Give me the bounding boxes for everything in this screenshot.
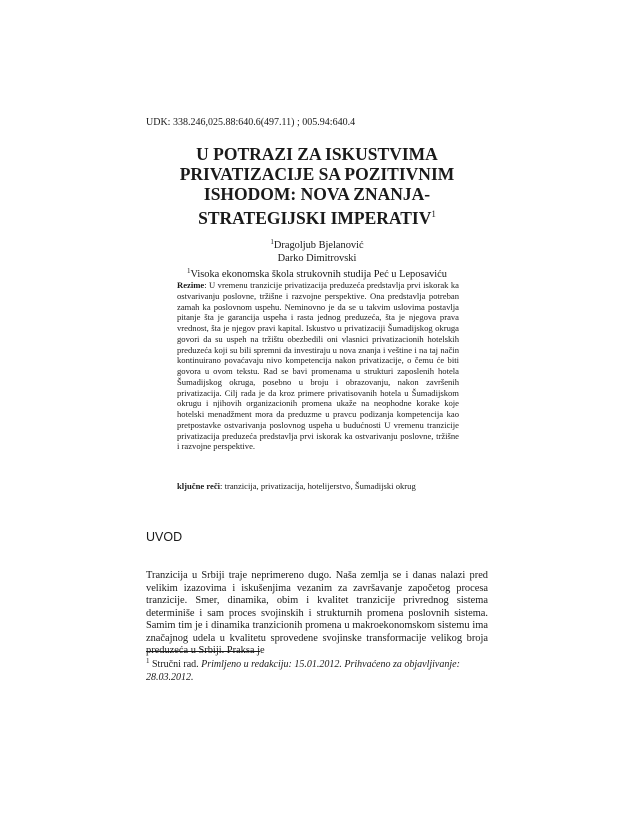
- footnote-lead: Stručni rad.: [149, 659, 202, 670]
- keywords: [177, 481, 459, 492]
- udk-classification: UDK: 338.246,025.88:640.6(497.11) ; 005.94:640.4: [146, 117, 356, 128]
- footnote-dates: Primljeno u redakciju: 15.01.2012. Prihvaćeno za objavljivanje: 28.03.2012.: [146, 659, 460, 683]
- author-1-name: Dragoljub Bjelanović: [273, 240, 364, 251]
- paper-title: [142, 144, 492, 228]
- abstract-label: Rezime: [177, 280, 205, 290]
- affiliation-mark: 1: [186, 267, 191, 275]
- footnote-mark: 1: [146, 657, 150, 665]
- author-1: [142, 236, 492, 253]
- abstract: [177, 280, 459, 452]
- title-footnote-mark: 1: [431, 209, 436, 219]
- abstract-text: : U vremenu tranzicije privatizacija preduzeća predstavlja prvi iskorak ka ostvarivanju poslovne, tržišne i razvojne perspektive. Ona predstavlja potreban zamah ka poslovnom uspehu. Neminovno je da se u takvim uslovima postavlja pitanje šta je garancija uspeha i rasta jednog preduzeća, šta je njegova prava vrednost, šta je njegov pravi kapital. Iskustvo u privatizaciji Šumadijskog okruga govori da su uspeh na tržištu obezbedili oni vlasnici privatizacionih hotelskih preduzeća koji su bili spremni da investiraju u nova znanja i veštine i na taj način kontinuirano povaćavaju nivo kompetencija nakon privatizacije, o čemu će biti govora u ovom tekstu. Rad se bavi promenama u strukturi zaposlenih hotela Šumadijskog okruga, posebno u broju i obrazovanju, nakon završenih privatizacija. Cilj rada je da kroz primere privatisovanih hotela u Šumadijskom okrugu i njihovih organizacionih promena ukaže na neophodne korake koje hotelski menadžment mora da preduzme u pravcu podizanja kompetencija kao pretpostavke ostvarivanja poslovnog uspeha u budućnosti U vremenu tranzicije privatizacija preduzeća predstavlja prvi iskorak ka ostvarivanju poslovne, tržišne i razvojne perspektive.: [177, 280, 459, 452]
- footnote: [146, 655, 488, 684]
- paper-title-text: U POTRAZI ZA ISKUSTVIMA PRIVATIZACIJE SA POZITIVNIM ISHODOM: NOVA ZNANJA-STRATEGIJSKI IMPERATIV: [179, 144, 455, 228]
- author-2: Darko Dimitrovski: [277, 252, 357, 264]
- section-heading: UVOD: [146, 530, 183, 544]
- authors-block: [142, 236, 492, 282]
- affiliation-text: Visoka ekonomska škola strukovnih studija Peć u Leposaviću: [190, 269, 447, 280]
- keywords-text: : tranzicija, privatizacija, hotelijerstvo, Šumadijski okrug: [220, 481, 416, 491]
- author-1-mark: 1: [270, 238, 274, 246]
- body-paragraph: Tranzicija u Srbiji traje neprimereno dugo. Naša zemlja se i danas nalazi pred velikim izazovima i iskušenjima vezanim za završavanje započetog procesa tranzicije. Smer, dinamika, obim i kvalitet tranzicije privrednog sistema determiniše i sam proces svojinskih i strukturnih promena poslovnih sistema. Samim tim je i dinamika tranzicionih promena u makroekonomskom sistemu ima značajnog udela u kvalitetu sprovedene svojinske transformacije velikog broja preduzeća u Srbiji. Praksa je: [146, 570, 488, 656]
- footnote-divider: [146, 651, 260, 652]
- keywords-label: ključne reči: [177, 481, 221, 491]
